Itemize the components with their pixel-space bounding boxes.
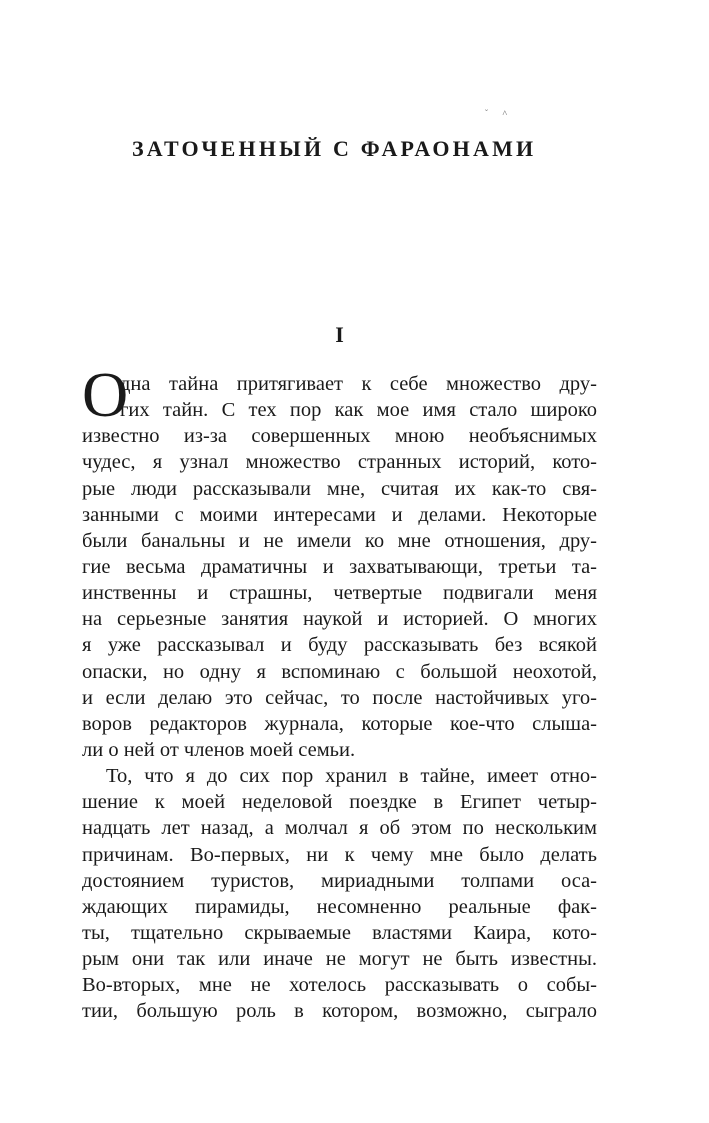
body-text [82, 371, 597, 1025]
text-line: То, что я до сих пор хранил в тайне, имеет отно- [106, 765, 597, 788]
printer-marks: ˘ ˄ [485, 108, 514, 118]
text-line: ты, тщательно скрываемые властями Каира, кото- [82, 921, 597, 944]
text-line: опаски, но одну я вспоминаю с большой неохотой, [82, 660, 597, 683]
text-line: ли о ней от членов моей семьи. [82, 738, 356, 761]
text-line: рым они так или иначе не могут не быть известны. [82, 948, 597, 971]
chapter-title: ЗАТОЧЕННЫЙ С ФАРАОНАМИ [132, 136, 537, 161]
text-line: чудес, я узнал множество странных историй, кото- [82, 451, 597, 474]
text-line: дна тайна притягивает к себе множество дру- [120, 373, 597, 395]
text-line: Во-вторых, мне не хотелось рассказывать о собы- [82, 974, 597, 997]
text-line: шение к моей неделовой поездке в Египет четыр- [82, 791, 597, 814]
section-number: I [335, 322, 344, 347]
paragraph-2 [82, 763, 597, 1024]
text-line: на серьезные занятия наукой и историей. О многих [82, 608, 597, 631]
text-line: инственны и страшны, четвертые подвигали меня [82, 582, 597, 605]
text-line: были банальны и не имели ко мне отношения, дру- [82, 529, 597, 552]
text-line: причинам. Во-первых, ни к чему мне было делать [82, 843, 597, 866]
text-line: гих тайн. С тех пор как мое имя стало широко [120, 399, 597, 422]
text-line: гие весьма драматичны и захватывающи, третьи та- [82, 555, 597, 578]
text-line: воров редакторов журнала, которые кое-что слыша- [82, 712, 597, 735]
paragraph-1 [82, 371, 597, 763]
text-line: известно из-за совершенных мною необъяснимых [82, 425, 597, 448]
text-line: рые люди рассказывали мне, считая их как-то свя- [82, 477, 597, 500]
text-line: ждающих пирамиды, несомненно реальные фак- [82, 895, 597, 918]
drop-cap: О [82, 359, 129, 430]
text-line: занными с моими интересами и делами. Некоторые [82, 503, 597, 526]
text-line: тии, большую роль в котором, возможно, сыграло [82, 1000, 597, 1023]
text-line: я уже рассказывал и буду рассказывать без всякой [82, 634, 597, 657]
text-line: достоянием туристов, мириадными толпами оса- [82, 869, 597, 892]
text-line: надцать лет назад, а молчал я об этом по нескольким [82, 817, 597, 840]
text-line: и если делаю это сейчас, то после настойчивых уго- [82, 686, 597, 709]
